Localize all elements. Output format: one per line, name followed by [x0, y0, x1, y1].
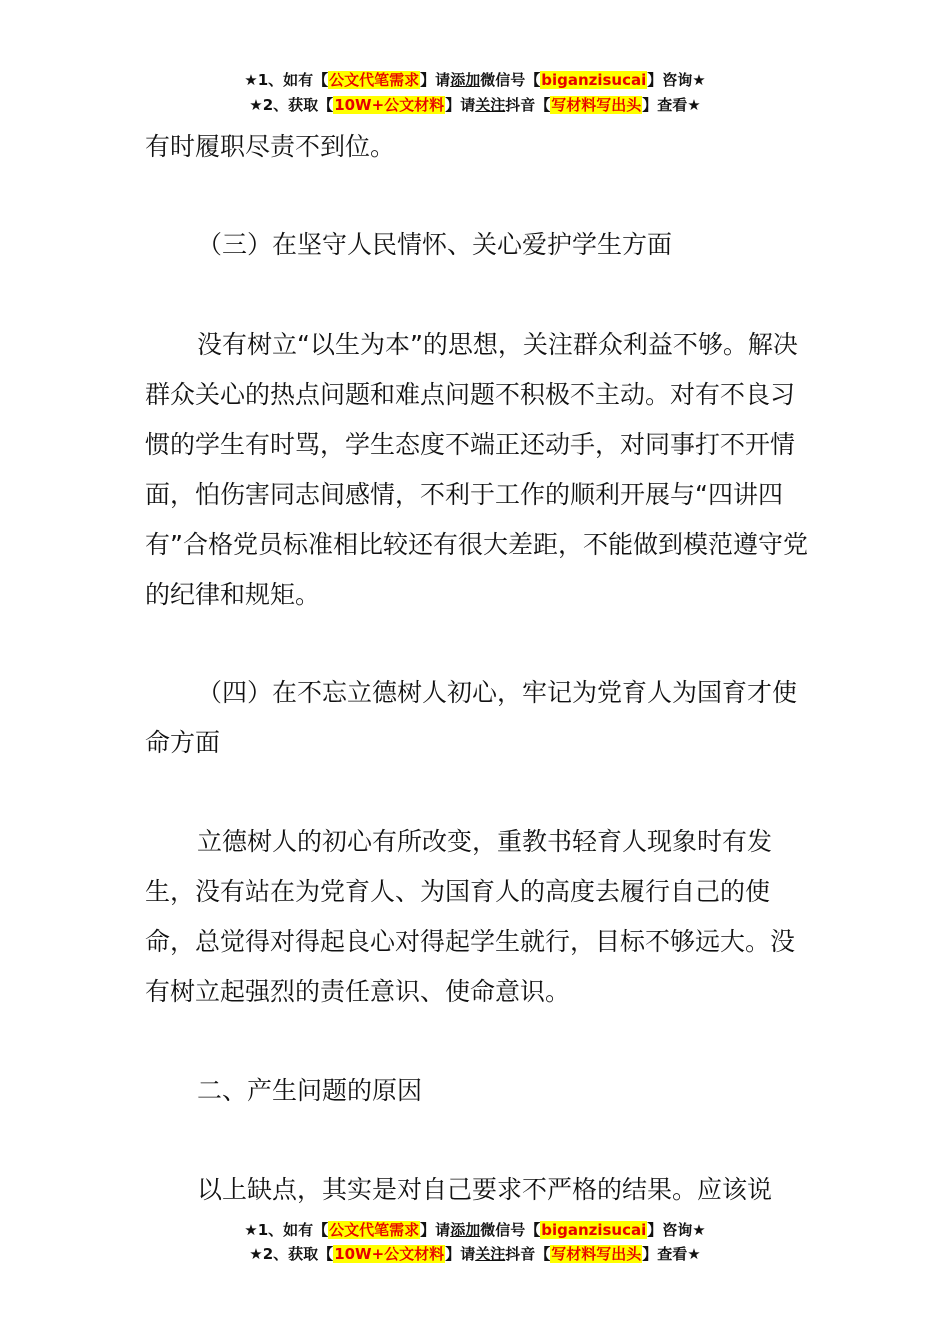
- ad-emphasis: 添加: [450, 1221, 481, 1239]
- paragraph-causes: 以上缺点，其实是对自己要求不严格的结果。应该说: [197, 1175, 773, 1204]
- header-ad-line-2: [0, 95, 950, 115]
- footer-ad-line-2: [0, 1244, 950, 1264]
- ad-text: 微信号【: [480, 71, 541, 89]
- ad-highlight: biganzisucai: [541, 1221, 647, 1239]
- ad-text: 】咨询★: [647, 71, 706, 89]
- ad-highlight: 公文代笔需求: [329, 1221, 420, 1239]
- header-ad-line-1: [0, 70, 950, 90]
- ad-highlight: 10W+公文材料: [334, 1245, 445, 1263]
- ad-highlight: biganzisucai: [541, 71, 647, 89]
- ad-text: ★2、获取【: [249, 96, 334, 114]
- ad-emphasis: 关注: [475, 1245, 506, 1263]
- ad-text: ★2、获取【: [249, 1245, 334, 1263]
- footer-ad-line-1: [0, 1220, 950, 1240]
- ad-text: 】请: [445, 96, 476, 114]
- ad-text: 抖音【: [505, 1245, 551, 1263]
- ad-text: 】查看★: [642, 1245, 701, 1263]
- ad-text: 】请: [420, 1221, 451, 1239]
- paragraph-section-3: 没有树立“以生为本”的思想，关注群众利益不够。解决群众关心的热点问题和难点问题不积极不主动。对有不良习惯的学生有时骂，学生态度不端正还动手，对同事打不开情面，怕伤害同志间感情，不利于工作的顺利开展与“四讲四有”合格党员标准相比较还有很大差距，不能做到模范遵守党的纪律和规矩。: [145, 330, 808, 609]
- ad-text: 】请: [445, 1245, 476, 1263]
- paragraph-section-4: 立德树人的初心有所改变，重教书轻育人现象时有发生，没有站在为党育人、为国育人的高度去履行自己的使命，总觉得对得起良心对得起学生就行，目标不够远大。没有树立起强烈的责任意识、使命意识。: [145, 827, 796, 1006]
- ad-highlight: 写材料写出头: [551, 96, 642, 114]
- ad-highlight: 公文代笔需求: [329, 71, 420, 89]
- ad-highlight: 写材料写出头: [551, 1245, 642, 1263]
- ad-highlight: 10W+公文材料: [334, 96, 445, 114]
- ad-text: 】查看★: [642, 96, 701, 114]
- ad-emphasis: 关注: [475, 96, 506, 114]
- ad-emphasis: 添加: [450, 71, 481, 89]
- chapter-heading-2: 二、产生问题的原因: [197, 1076, 423, 1105]
- ad-text: 微信号【: [480, 1221, 541, 1239]
- section-heading-4: （四）在不忘立德树人初心，牢记为党育人为国育才使命方面: [145, 678, 798, 757]
- paragraph-continuation: 有时履职尽责不到位。: [145, 132, 396, 161]
- ad-text: ★1、如有【: [244, 1221, 329, 1239]
- ad-text: 抖音【: [505, 96, 551, 114]
- section-heading-3: （三）在坚守人民情怀、关心爱护学生方面: [197, 230, 673, 259]
- ad-text: 】咨询★: [647, 1221, 706, 1239]
- ad-text: ★1、如有【: [244, 71, 329, 89]
- ad-text: 】请: [420, 71, 451, 89]
